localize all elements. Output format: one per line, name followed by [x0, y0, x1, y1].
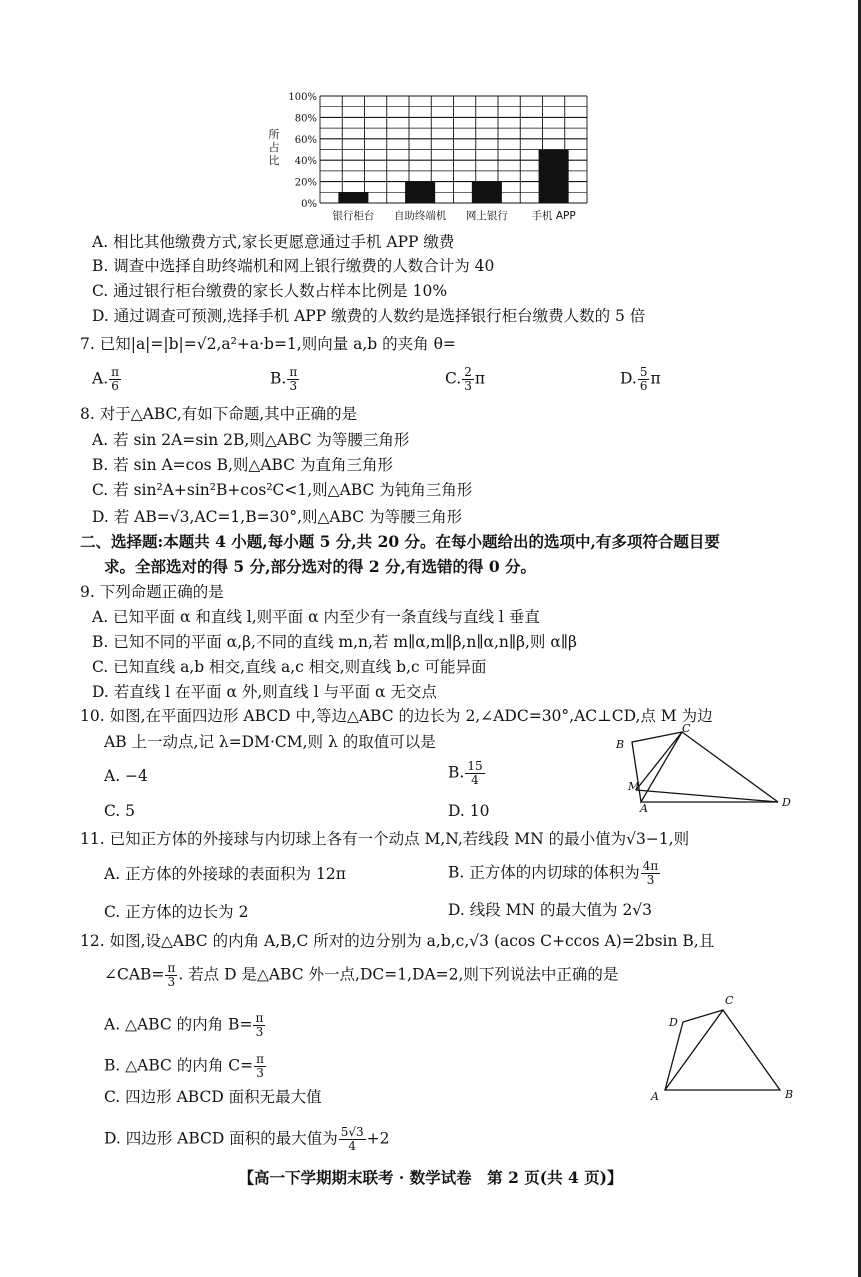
y-tick-label: 80%: [294, 113, 317, 125]
q10-option-b: B. $\frac{15}{4}$: [448, 759, 483, 787]
q7-option-d: D. $\frac{5}{6}$ π: [620, 365, 661, 393]
q6-option-c: C. 通过银行柜台缴费的家长人数占样本比例是 10%: [92, 282, 448, 300]
section-2-heading: 二、选择题:本题共 4 小题,每小题 5 分,共 20 分。在每小题给出的选项中,有多项符合题目要: [80, 532, 720, 551]
q10-stem-cont: AB 上一动点,记 λ=DM·CM,则 λ 的取值可以是: [104, 733, 436, 751]
q12-label-b: B: [785, 1088, 794, 1101]
bar: [405, 182, 435, 203]
q11-option-a: A. 正方体的外接球的表面积为 12π: [104, 865, 346, 883]
y-tick-label: 60%: [294, 134, 317, 146]
q10-figure: [610, 720, 800, 815]
q12-option-d: D. 四边形 ABCD 面积的最大值为 $\frac{5√3}{4}$ +2: [104, 1125, 390, 1153]
section-2-heading-cont: 求。全部选对的得 5 分,部分选对的得 2 分,有选错的得 0 分。: [104, 557, 537, 576]
q10-label-d: D: [782, 796, 791, 809]
y-axis-label: 所: [268, 128, 280, 141]
q10-option-d: D. 10: [448, 802, 490, 820]
q6-option-b: B. 调查中选择自助终端机和网上银行缴费的人数合计为 40: [92, 257, 495, 275]
category-label: 自助终端机: [393, 210, 447, 222]
q10-label-m: M: [628, 780, 640, 793]
y-tick-label: 20%: [294, 177, 317, 189]
q10-label-a: A: [640, 802, 648, 815]
q8-option-d: D. 若 AB=√3,AC=1,B=30°,则△ABC 为等腰三角形: [92, 508, 463, 526]
q9-option-b: B. 已知不同的平面 α,β,不同的直线 m,n,若 m∥α,m∥β,n∥α,n∥β,则 α∥β: [92, 633, 577, 651]
payment-method-bar-chart: [262, 86, 602, 226]
bar: [472, 182, 502, 203]
q10-label-c: C: [682, 722, 691, 735]
category-label: 手机 APP: [531, 210, 576, 222]
bar: [338, 192, 368, 203]
q7-option-b: B. $\frac{\pi}{3}$: [270, 365, 298, 393]
q12-option-c: C. 四边形 ABCD 面积无最大值: [104, 1088, 322, 1106]
q9-option-a: A. 已知平面 α 和直线 l,则平面 α 内至少有一条直线与直线 l 垂直: [92, 608, 540, 626]
q11-stem: 11. 已知正方体的外接球与内切球上各有一个动点 M,N,若线段 MN 的最小值为√3−1,则: [80, 830, 690, 848]
q9-option-d: D. 若直线 l 在平面 α 外,则直线 l 与平面 α 无交点: [92, 683, 437, 701]
q7-stem: 7. 已知|a|=|b|=√2,a²+a·b=1,则向量 a,b 的夹角 θ=: [80, 335, 456, 353]
q10-option-c: C. 5: [104, 802, 136, 820]
y-tick-label: 100%: [288, 92, 317, 103]
q11-option-c: C. 正方体的边长为 2: [104, 903, 249, 921]
q6-option-a: A. 相比其他缴费方式,家长更愿意通过手机 APP 缴费: [92, 233, 455, 251]
y-tick-label: 0%: [301, 199, 317, 210]
q9-option-c: C. 已知直线 a,b 相交,直线 a,c 相交,则直线 b,c 可能异面: [92, 658, 487, 676]
q10-option-a: A. −4: [104, 767, 148, 785]
q10-stem: 10. 如图,在平面四边形 ABCD 中,等边△ABC 的边长为 2,∠ADC=30°,AC⊥CD,点 M 为边: [80, 707, 713, 725]
q12-stem: 12. 如图,设△ABC 的内角 A,B,C 所对的边分别为 a,b,c,√3 (acos C+ccos A)=2bsin B,且: [80, 932, 715, 950]
y-axis-label: 占: [268, 141, 280, 154]
q12-label-a: A: [651, 1090, 659, 1103]
q7-option-a: A. $\frac{\pi}{6}$: [92, 365, 120, 393]
q12-stem-cont: ∠CAB= $\frac{\pi}{3}$ . 若点 D 是△ABC 外一点,DC=1,DA=2,则下列说法中正确的是: [104, 961, 619, 989]
q11-option-d: D. 线段 MN 的最大值为 2√3: [448, 901, 653, 919]
q12-option-a: A. △ABC 的内角 B= $\frac{\pi}{3}$: [104, 1011, 264, 1039]
q12-option-b: B. △ABC 的内角 C= $\frac{\pi}{3}$: [104, 1052, 264, 1080]
q8-option-c: C. 若 sin²A+sin²B+cos²C<1,则△ABC 为钝角三角形: [92, 481, 473, 499]
q8-option-a: A. 若 sin 2A=sin 2B,则△ABC 为等腰三角形: [92, 431, 410, 449]
q12-label-d: D: [669, 1016, 678, 1029]
q12-figure: [645, 990, 805, 1105]
category-label: 网上银行: [465, 210, 508, 222]
y-tick-label: 40%: [294, 156, 317, 168]
y-axis-label: 比: [268, 154, 280, 167]
q8-option-b: B. 若 sin A=cos B,则△ABC 为直角三角形: [92, 456, 393, 474]
bar: [539, 150, 569, 204]
category-label: 银行柜台: [332, 210, 375, 222]
q12-label-c: C: [725, 994, 734, 1007]
q9-stem: 9. 下列命题正确的是: [80, 583, 224, 601]
q7-option-c: C. $\frac{2}{3}$ π: [445, 365, 486, 393]
q10-label-b: B: [616, 738, 625, 751]
q6-option-d: D. 通过调查可预测,选择手机 APP 缴费的人数约是选择银行柜台缴费人数的 5 倍: [92, 307, 646, 325]
q8-stem: 8. 对于△ABC,有如下命题,其中正确的是: [80, 405, 358, 423]
q11-option-b: B. 正方体的内切球的体积为 $\frac{4\pi}{3}$: [448, 859, 659, 887]
page-footer: 【高一下学期期末联考 · 数学试卷 第 2 页(共 4 页)】: [238, 1168, 623, 1187]
